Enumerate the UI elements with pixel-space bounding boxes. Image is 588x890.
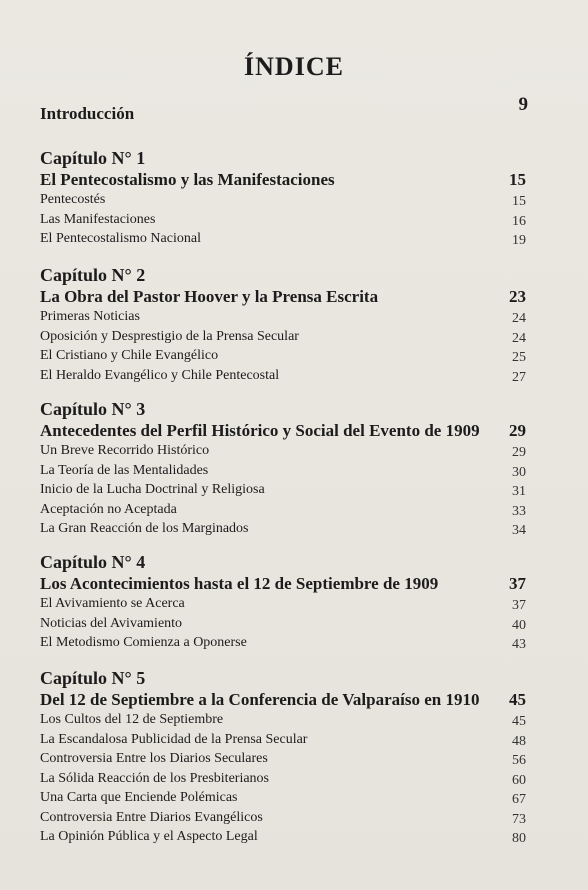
section-page-number: 48 — [512, 733, 526, 749]
chapter-title-row — [40, 287, 526, 309]
section-entry: Noticias del Avivamiento — [40, 615, 183, 631]
chapter-title: Antecedentes del Perfil Histórico y Social del Evento de 1909 — [40, 421, 480, 440]
section-page-number: 25 — [512, 350, 526, 365]
chapter-title-row — [40, 574, 526, 596]
page-title: ÍNDICE — [244, 52, 344, 81]
section-page-number: 43 — [512, 637, 526, 652]
section-entry: La Sólida Reacción de los Presbiterianos — [40, 770, 269, 786]
section-entry: Primeras Noticias — [40, 309, 140, 324]
intro-label: Introducción — [40, 104, 135, 123]
section-page-number: 80 — [512, 831, 526, 846]
section-page-number: 45 — [512, 714, 526, 729]
section-page-number: 33 — [512, 503, 526, 519]
section-page-number: 40 — [512, 617, 526, 633]
chapter-block — [40, 148, 526, 251]
section-entry: El Heraldo Evangélico y Chile Pentecostal — [40, 367, 280, 383]
section-entry: Controversia Entre los Diarios Seculares — [40, 751, 268, 766]
section-entry: La Escandalosa Publicidad de la Prensa Secular — [40, 731, 308, 747]
section-page-number: 29 — [512, 445, 526, 460]
section-list — [40, 192, 526, 251]
section-list — [40, 443, 526, 541]
chapter-block — [40, 552, 526, 655]
section-page-number: 31 — [512, 484, 526, 499]
chapter-page-number: 29 — [509, 421, 526, 440]
section-list — [40, 712, 526, 849]
section-entry: Aceptación no Aceptada — [40, 501, 177, 517]
section-page-number: 60 — [512, 772, 526, 788]
section-page-numbers — [512, 598, 526, 657]
section-entry: La Opinión Pública y el Aspecto Legal — [40, 829, 258, 844]
section-entry: El Metodismo Comienza a Oponerse — [40, 635, 247, 650]
section-entry: La Gran Reacción de los Marginados — [40, 521, 249, 536]
chapter-title: El Pentecostalismo y las Manifestaciones — [40, 170, 335, 189]
section-page-number: 56 — [512, 753, 526, 768]
section-list — [40, 309, 526, 387]
section-page-number: 27 — [512, 369, 526, 385]
section-entry: El Avivamiento se Acerca — [40, 596, 185, 611]
section-page-number: 73 — [512, 811, 526, 827]
chapter-number: Capítulo N° 3 — [40, 399, 146, 419]
section-entry: Pentecostés — [40, 192, 106, 207]
section-page-number: 24 — [512, 311, 526, 326]
section-page-numbers — [512, 445, 526, 543]
chapter-title-row — [40, 690, 526, 712]
section-page-numbers — [512, 194, 526, 253]
section-page-number: 30 — [512, 464, 526, 480]
chapter-title-row — [40, 421, 526, 443]
chapter-block — [40, 265, 526, 387]
chapter-page-number: 15 — [509, 170, 526, 189]
chapter-page-number: 37 — [509, 574, 526, 593]
section-entry: Controversia Entre Diarios Evangélicos — [40, 809, 263, 825]
chapter-title-row — [40, 170, 526, 192]
intro-page-number: 9 — [518, 94, 528, 115]
section-entry: Inicio de la Lucha Doctrinal y Religiosa — [40, 482, 265, 497]
chapter-page-number: 45 — [509, 690, 526, 709]
section-entry: La Teoría de las Mentalidades — [40, 462, 209, 478]
chapter-number: Capítulo N° 4 — [40, 552, 146, 572]
section-entry: Los Cultos del 12 de Septiembre — [40, 712, 224, 727]
section-page-number: 16 — [512, 213, 526, 229]
chapter-number: Capítulo N° 2 — [40, 265, 146, 285]
section-page-number: 37 — [512, 598, 526, 613]
section-entry: Un Breve Recorrido Histórico — [40, 443, 210, 458]
chapter-block — [40, 668, 526, 849]
chapter-title: La Obra del Pastor Hoover y la Prensa Escrita — [40, 287, 379, 306]
section-entry: El Cristiano y Chile Evangélico — [40, 348, 219, 363]
section-page-number: 15 — [512, 194, 526, 209]
section-entry: Una Carta que Enciende Polémicas — [40, 790, 238, 805]
chapter-block — [40, 399, 526, 541]
chapter-title: Del 12 de Septiembre a la Conferencia de Valparaíso en 1910 — [40, 690, 480, 709]
section-page-number: 34 — [512, 523, 526, 538]
section-entry: Oposición y Desprestigio de la Prensa Secular — [40, 328, 299, 344]
chapter-number: Capítulo N° 5 — [40, 668, 146, 688]
section-page-number: 24 — [512, 330, 526, 346]
section-entry: El Pentecostalismo Nacional — [40, 231, 201, 246]
section-list — [40, 596, 526, 655]
section-page-numbers — [512, 311, 526, 389]
section-entry: Las Manifestaciones — [40, 211, 156, 227]
chapter-title: Los Acontecimientos hasta el 12 de Septiembre de 1909 — [40, 574, 439, 593]
section-page-numbers — [512, 714, 526, 851]
section-page-number: 19 — [512, 233, 526, 248]
chapter-page-number: 23 — [509, 287, 526, 306]
chapter-number: Capítulo N° 1 — [40, 148, 146, 168]
section-page-number: 67 — [512, 792, 526, 807]
